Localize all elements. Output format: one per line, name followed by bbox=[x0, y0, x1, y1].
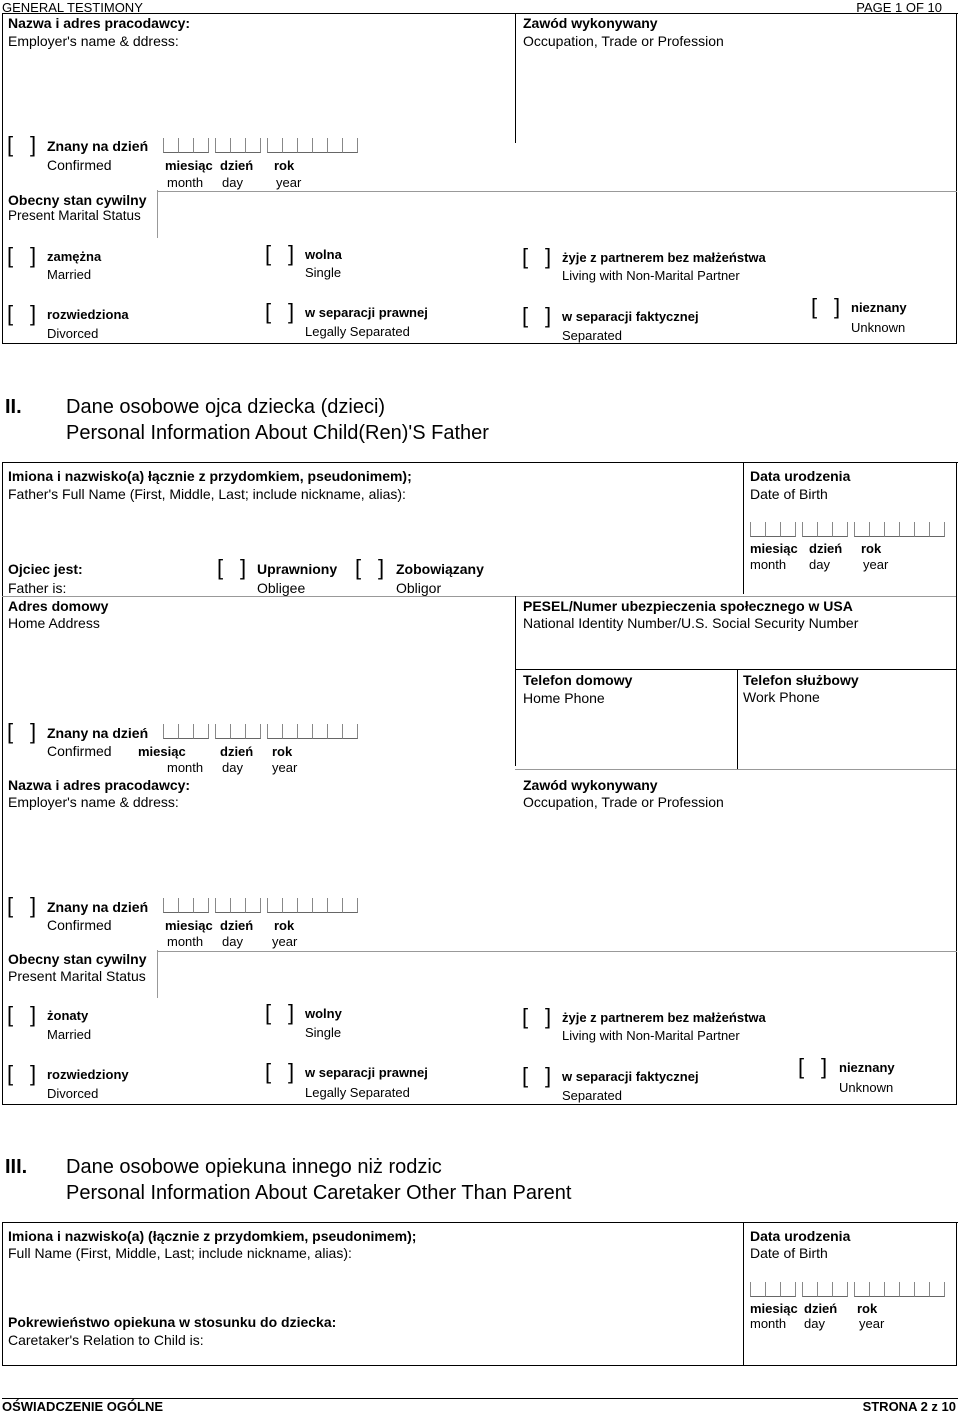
father-divorced-label-pl: rozwiedziony bbox=[47, 1067, 129, 1082]
phone-divider bbox=[737, 669, 738, 769]
obligee-checkbox-open[interactable]: [ bbox=[217, 555, 224, 580]
section-3-title-en: Personal Information About Caretaker Other Than Parent bbox=[66, 1182, 572, 1204]
father-divorced-checkbox-close[interactable]: ] bbox=[30, 1061, 37, 1086]
page-header-right: PAGE 1 OF 10 bbox=[856, 0, 942, 15]
father-employer-label-pl: Nazwa i adres pracodawcy: bbox=[8, 777, 191, 793]
father-legal-sep-label-pl: w separacji prawnej bbox=[305, 1065, 428, 1080]
page-footer-left: OŚWIADCZENIE OGÓLNE bbox=[2, 1399, 164, 1414]
father-is-label-en: Father is: bbox=[8, 580, 67, 596]
partner-checkbox-open[interactable]: [ bbox=[522, 244, 529, 269]
father-divorced-checkbox-open[interactable]: [ bbox=[7, 1061, 14, 1086]
father-partner-label-en: Living with Non-Marital Partner bbox=[562, 1028, 740, 1043]
obligee-label-pl: Uprawniony bbox=[257, 561, 338, 577]
day-label-pl: dzień bbox=[220, 918, 254, 933]
confirmed-date-boxes[interactable] bbox=[163, 138, 364, 154]
dob-year-en: year bbox=[863, 557, 889, 572]
divorced-label-pl: rozwiedziona bbox=[47, 307, 129, 322]
father-is-label-pl: Ojciec jest: bbox=[8, 561, 83, 577]
father-legal-sep-label-en: Legally Separated bbox=[305, 1085, 410, 1100]
factual-sep-label-pl: w separacji faktycznej bbox=[562, 309, 699, 324]
dob-month-pl: miesiąc bbox=[750, 541, 798, 556]
page-footer-right: STRONA 2 z 10 bbox=[862, 1399, 956, 1414]
married-label-en: Married bbox=[47, 267, 92, 282]
father-partner-checkbox-open[interactable]: [ bbox=[522, 1004, 529, 1029]
obligor-label-pl: Zobowiązany bbox=[396, 561, 484, 577]
obligee-label-en: Obligee bbox=[257, 580, 306, 596]
father-dob-label-pl: Data urodzenia bbox=[750, 468, 851, 484]
dob-day-en: day bbox=[809, 557, 830, 572]
father-single-label-pl: wolny bbox=[305, 1006, 342, 1021]
father-occupation-label-pl: Zawód wykonywany bbox=[523, 777, 658, 793]
father-occupation-label-en: Occupation, Trade or Profession bbox=[523, 794, 724, 810]
address-divider bbox=[515, 596, 516, 766]
father-name-label-en: Father's Full Name (First, Middle, Last; include nickname, alias): bbox=[8, 486, 406, 502]
caretaker-year-pl: rok bbox=[857, 1301, 878, 1316]
father-legal-sep-checkbox-open[interactable]: [ bbox=[265, 1059, 272, 1084]
father-marital-title-en: Present Marital Status bbox=[8, 968, 146, 984]
section-2-title-en: Personal Information About Child(Ren)'S Father bbox=[66, 422, 489, 444]
caretaker-box-bottom-border bbox=[2, 1365, 957, 1366]
father-dob-boxes[interactable] bbox=[750, 522, 951, 538]
top-box-top-border bbox=[2, 13, 958, 14]
father-factual-sep-label-pl: w separacji faktycznej bbox=[562, 1069, 699, 1084]
unknown-label-en: Unknown bbox=[851, 320, 906, 335]
confirmed-label-en: Confirmed bbox=[47, 917, 112, 933]
caretaker-box-top-border bbox=[2, 1222, 958, 1223]
father-box-left-border bbox=[2, 462, 3, 1104]
single-label-pl: wolna bbox=[305, 247, 342, 262]
confirmed-label-pl: Znany na dzień bbox=[47, 138, 149, 154]
month-label-en: month bbox=[167, 175, 204, 190]
father-divorced-label-en: Divorced bbox=[47, 1086, 99, 1101]
caretaker-dob-boxes[interactable] bbox=[750, 1282, 951, 1298]
single-label-en: Single bbox=[305, 265, 342, 280]
married-label-pl: zamężna bbox=[47, 249, 102, 264]
obligor-checkbox-open[interactable]: [ bbox=[355, 555, 362, 580]
month-label-pl: miesiąc bbox=[138, 744, 186, 759]
year-label-pl: rok bbox=[272, 744, 293, 759]
single-checkbox-close[interactable]: ] bbox=[288, 241, 295, 266]
day-label-en: day bbox=[222, 934, 243, 949]
father-box-top-border bbox=[2, 462, 958, 463]
month-label-pl: miesiąc bbox=[165, 918, 213, 933]
top-box-bottom-border bbox=[2, 343, 957, 344]
father-unknown-checkbox-open[interactable]: [ bbox=[798, 1054, 805, 1079]
unknown-checkbox-close[interactable]: ] bbox=[834, 294, 841, 319]
father-single-checkbox-close[interactable]: ] bbox=[288, 1000, 295, 1025]
section-3-title-pl: Dane osobowe opiekuna innego niż rodzic bbox=[66, 1156, 442, 1178]
legal-sep-checkbox-open[interactable]: [ bbox=[265, 299, 272, 324]
dob-month-en: month bbox=[750, 557, 787, 572]
page-header-left: GENERAL TESTIMONY bbox=[2, 0, 143, 15]
checkbox-close-bracket[interactable]: ] bbox=[30, 132, 37, 157]
top-box-right-border bbox=[956, 13, 957, 344]
father-partner-label-pl: żyje z partnerem bez małżeństwa bbox=[562, 1010, 766, 1025]
caretaker-day-pl: dzień bbox=[804, 1301, 838, 1316]
father-single-checkbox-open[interactable]: [ bbox=[265, 1000, 272, 1025]
father-factual-sep-checkbox-open[interactable]: [ bbox=[522, 1063, 529, 1088]
father-marital-title-pl: Obecny stan cywilny bbox=[8, 951, 147, 967]
caretaker-name-label-en: Full Name (First, Middle, Last; include nickname, alias): bbox=[8, 1245, 352, 1261]
checkbox-open-bracket[interactable]: [ bbox=[7, 132, 14, 157]
checkbox-close-bracket[interactable]: ] bbox=[30, 719, 37, 744]
caretaker-day-en: day bbox=[804, 1316, 825, 1331]
father-married-label-en: Married bbox=[47, 1027, 92, 1042]
year-label-en: year bbox=[276, 175, 302, 190]
day-label-pl: dzień bbox=[220, 744, 254, 759]
father-dob-label-en: Date of Birth bbox=[750, 486, 828, 502]
occupation-row-rule bbox=[515, 769, 956, 770]
checkbox-open-bracket[interactable]: [ bbox=[7, 893, 14, 918]
year-label-pl: rok bbox=[274, 918, 295, 933]
home-address-label-pl: Adres domowy bbox=[8, 598, 109, 614]
confirmed-label-pl: Znany na dzień bbox=[47, 725, 149, 741]
checkbox-close-bracket[interactable]: ] bbox=[30, 893, 37, 918]
legal-sep-checkbox-close[interactable]: ] bbox=[288, 299, 295, 324]
year-label-pl: rok bbox=[274, 158, 295, 173]
father-married-checkbox-close[interactable]: ] bbox=[30, 1002, 37, 1027]
occupation-label-en: Occupation, Trade or Profession bbox=[523, 33, 724, 49]
unknown-label-pl: nieznany bbox=[851, 300, 907, 315]
caretaker-relation-label-en: Caretaker's Relation to Child is: bbox=[8, 1332, 204, 1348]
month-label-en: month bbox=[167, 760, 204, 775]
confirmed-label-en: Confirmed bbox=[47, 157, 112, 173]
factual-sep-checkbox-close[interactable]: ] bbox=[545, 303, 552, 328]
obligor-label-en: Obligor bbox=[396, 580, 442, 596]
unknown-checkbox-open[interactable]: [ bbox=[811, 294, 818, 319]
divorced-label-en: Divorced bbox=[47, 326, 99, 341]
father-single-label-en: Single bbox=[305, 1025, 342, 1040]
father-box-bottom-border bbox=[2, 1104, 957, 1105]
dob-year-pl: rok bbox=[861, 541, 882, 556]
top-box-left-border bbox=[2, 13, 3, 344]
father-factual-sep-label-en: Separated bbox=[562, 1088, 622, 1103]
section-2-title-pl: Dane osobowe ojca dziecka (dzieci) bbox=[66, 396, 386, 418]
father-name-label-pl: Imiona i nazwisko(a) łącznie z przydomkiem, pseudonimem); bbox=[8, 468, 412, 484]
caretaker-dob-label-pl: Data urodzenia bbox=[750, 1228, 851, 1244]
father-unknown-checkbox-close[interactable]: ] bbox=[821, 1054, 828, 1079]
partner-label-en: Living with Non-Marital Partner bbox=[562, 268, 740, 283]
confirmed-label-en: Confirmed bbox=[47, 743, 112, 759]
pesel-label-en: National Identity Number/U.S. Social Security Number bbox=[523, 615, 859, 631]
caretaker-dob-label-en: Date of Birth bbox=[750, 1245, 828, 1261]
marital-title-en: Present Marital Status bbox=[8, 208, 141, 223]
home-phone-label-en: Home Phone bbox=[523, 690, 605, 706]
caretaker-month-pl: miesiąc bbox=[750, 1301, 798, 1316]
partner-checkbox-close[interactable]: ] bbox=[545, 244, 552, 269]
partner-label-pl: żyje z partnerem bez małżeństwa bbox=[562, 250, 766, 265]
father-partner-checkbox-close[interactable]: ] bbox=[545, 1004, 552, 1029]
pesel-label-pl: PESEL/Numer ubezpieczenia społecznego w USA bbox=[523, 598, 853, 614]
work-phone-label-pl: Telefon służbowy bbox=[743, 672, 859, 688]
month-label-pl: miesiąc bbox=[165, 158, 213, 173]
confirmed-date-boxes[interactable] bbox=[163, 898, 364, 914]
address-row-rule bbox=[2, 596, 956, 597]
married-checkbox-close[interactable]: ] bbox=[30, 243, 37, 268]
obligee-checkbox-close[interactable]: ] bbox=[240, 555, 247, 580]
marital-top-rule bbox=[157, 191, 957, 192]
employer-label-pl: Nazwa i adres pracodawcy: bbox=[8, 15, 191, 31]
caretaker-month-en: month bbox=[750, 1316, 787, 1331]
obligor-checkbox-close[interactable]: ] bbox=[378, 555, 385, 580]
father-married-checkbox-open[interactable]: [ bbox=[7, 1002, 14, 1027]
legal-sep-label-en: Legally Separated bbox=[305, 324, 410, 339]
month-label-en: month bbox=[167, 934, 204, 949]
father-unknown-label-pl: nieznany bbox=[839, 1060, 895, 1075]
father-factual-sep-checkbox-close[interactable]: ] bbox=[545, 1063, 552, 1088]
factual-sep-checkbox-open[interactable]: [ bbox=[522, 303, 529, 328]
checkbox-open-bracket[interactable]: [ bbox=[7, 719, 14, 744]
caretaker-name-label-pl: Imiona i nazwisko(a) (łącznie z przydomkiem, pseudonimem); bbox=[8, 1228, 417, 1244]
day-label-en: day bbox=[222, 175, 243, 190]
caretaker-box-left-border bbox=[2, 1222, 3, 1365]
father-employer-label-en: Employer's name & ddress: bbox=[8, 794, 179, 810]
father-legal-sep-checkbox-close[interactable]: ] bbox=[288, 1059, 295, 1084]
marital-title-pl: Obecny stan cywilny bbox=[8, 192, 147, 208]
top-box-divider bbox=[515, 13, 516, 143]
dob-divider bbox=[743, 462, 744, 594]
home-address-label-en: Home Address bbox=[8, 615, 100, 631]
divorced-checkbox-open[interactable]: [ bbox=[7, 301, 14, 326]
factual-sep-label-en: Separated bbox=[562, 328, 622, 343]
single-checkbox-open[interactable]: [ bbox=[265, 241, 272, 266]
section-3-number: III. bbox=[5, 1156, 28, 1178]
marital-divider bbox=[157, 190, 158, 238]
year-label-en: year bbox=[272, 934, 298, 949]
home-phone-label-pl: Telefon domowy bbox=[523, 672, 633, 688]
confirmed-date-boxes[interactable] bbox=[163, 724, 364, 740]
married-checkbox-open[interactable]: [ bbox=[7, 243, 14, 268]
year-label-en: year bbox=[272, 760, 298, 775]
section-2-number: II. bbox=[5, 396, 22, 418]
dob-day-pl: dzień bbox=[809, 541, 843, 556]
divorced-checkbox-close[interactable]: ] bbox=[30, 301, 37, 326]
father-marital-divider bbox=[157, 950, 158, 998]
phone-row-rule bbox=[515, 669, 956, 670]
caretaker-dob-divider bbox=[743, 1222, 744, 1365]
work-phone-label-en: Work Phone bbox=[743, 689, 820, 705]
father-box-right-border bbox=[956, 462, 957, 1104]
father-marital-top-rule bbox=[157, 951, 957, 952]
father-married-label-pl: żonaty bbox=[47, 1008, 89, 1023]
employer-label-en: Employer's name & ddress: bbox=[8, 33, 179, 49]
caretaker-year-en: year bbox=[859, 1316, 885, 1331]
day-label-en: day bbox=[222, 760, 243, 775]
father-unknown-label-en: Unknown bbox=[839, 1080, 894, 1095]
confirmed-label-pl: Znany na dzień bbox=[47, 899, 149, 915]
occupation-label-pl: Zawód wykonywany bbox=[523, 15, 658, 31]
day-label-pl: dzień bbox=[220, 158, 254, 173]
caretaker-box-right-border bbox=[956, 1222, 957, 1365]
caretaker-relation-label-pl: Pokrewieństwo opiekuna w stosunku do dziecka: bbox=[8, 1314, 337, 1330]
legal-sep-label-pl: w separacji prawnej bbox=[305, 305, 428, 320]
